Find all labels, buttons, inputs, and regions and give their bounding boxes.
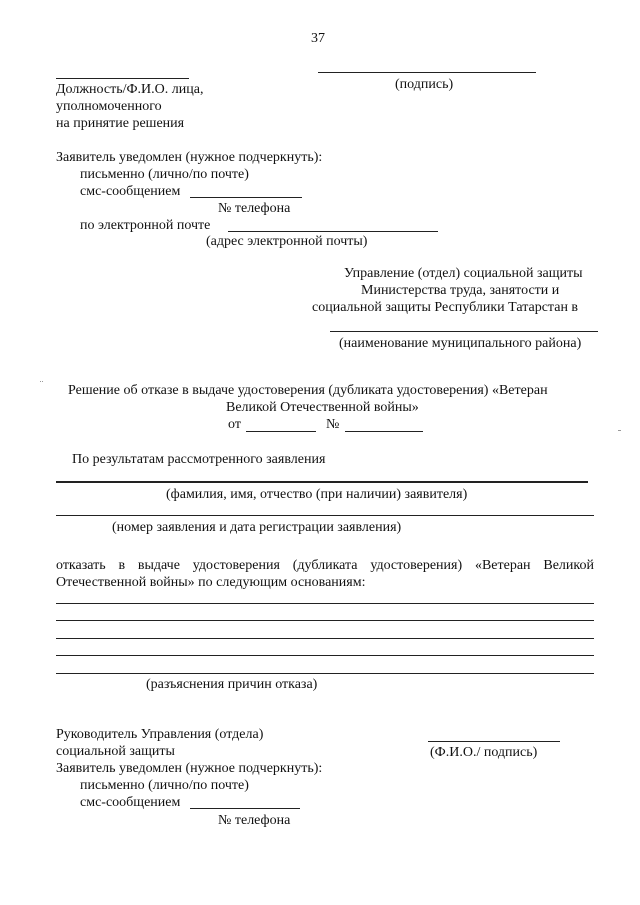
decision-title-line-2: Великой Отечественной войны» <box>226 400 419 415</box>
notification-option-written[interactable]: письменно (лично/по почте) <box>80 167 249 182</box>
decision-date-line[interactable] <box>246 431 316 432</box>
notification-option-written-bottom[interactable]: письменно (лично/по почте) <box>80 778 249 793</box>
phone-caption-bottom: № телефона <box>218 813 291 828</box>
official-name-line[interactable] <box>56 78 189 79</box>
applicant-name-line[interactable] <box>56 481 588 483</box>
addressee-line-1: Управление (отдел) социальной защиты <box>344 266 583 281</box>
reason-line-4[interactable] <box>56 655 594 656</box>
email-address-line[interactable] <box>228 231 438 232</box>
official-label-line-3: на принятие решения <box>56 116 185 131</box>
addressee-line-2: Министерства труда, занятости и <box>361 283 560 298</box>
decision-from-label: от <box>228 417 241 432</box>
decision-number-label: № <box>326 417 340 432</box>
reason-line-5[interactable] <box>56 673 594 674</box>
scan-artifact <box>40 381 43 382</box>
notification-title-bottom: Заявитель уведомлен (нужное подчеркнуть): <box>56 761 323 776</box>
decision-title-line-1: Решение об отказе в выдаче удостоверения (дубликата удостоверения) «Ветеран <box>68 383 548 398</box>
sms-phone-line[interactable] <box>190 197 302 198</box>
refusal-text: отказать в выдаче удостоверения (дубликата удостоверения) «Ветеран Великой Отечественной войны» по следующим основаниям: <box>56 558 594 590</box>
applicant-caption: (фамилия, имя, отчество (при наличии) заявителя) <box>166 487 468 502</box>
signature-line[interactable] <box>318 72 536 73</box>
fio-signature-caption: (Ф.И.О./ подпись) <box>430 745 538 760</box>
addressee-line-3: социальной защиты Республики Татарстан в <box>312 300 579 315</box>
application-number-line[interactable] <box>56 515 594 516</box>
decision-number-line[interactable] <box>345 431 423 432</box>
notification-option-email[interactable]: по электронной почте <box>80 218 211 233</box>
reason-line-1[interactable] <box>56 603 594 604</box>
phone-caption: № телефона <box>218 201 291 216</box>
email-caption: (адрес электронной почты) <box>206 234 368 249</box>
head-title-line-1: Руководитель Управления (отдела) <box>56 727 264 742</box>
head-signature-line[interactable] <box>428 741 560 742</box>
notification-title: Заявитель уведомлен (нужное подчеркнуть): <box>56 150 323 165</box>
reason-line-2[interactable] <box>56 620 594 621</box>
sms-phone-line-bottom[interactable] <box>190 808 300 809</box>
review-text: По результатам рассмотренного заявления <box>72 452 326 467</box>
head-title-line-2: социальной защиты <box>56 744 175 759</box>
signature-caption: (подпись) <box>395 77 454 92</box>
notification-option-sms[interactable]: смс-сообщением <box>80 184 181 199</box>
notification-option-sms-bottom[interactable]: смс-сообщением <box>80 795 181 810</box>
district-caption: (наименование муниципального района) <box>339 336 582 351</box>
reason-line-3[interactable] <box>56 638 594 639</box>
application-caption: (номер заявления и дата регистрации заявления) <box>112 520 402 535</box>
page-number: 37 <box>311 31 325 46</box>
official-label-line-2: уполномоченного <box>56 99 162 114</box>
reasons-caption: (разъяснения причин отказа) <box>146 677 318 692</box>
district-line[interactable] <box>330 331 598 332</box>
official-label-line-1: Должность/Ф.И.О. лица, <box>56 82 204 97</box>
scan-artifact <box>618 430 620 431</box>
